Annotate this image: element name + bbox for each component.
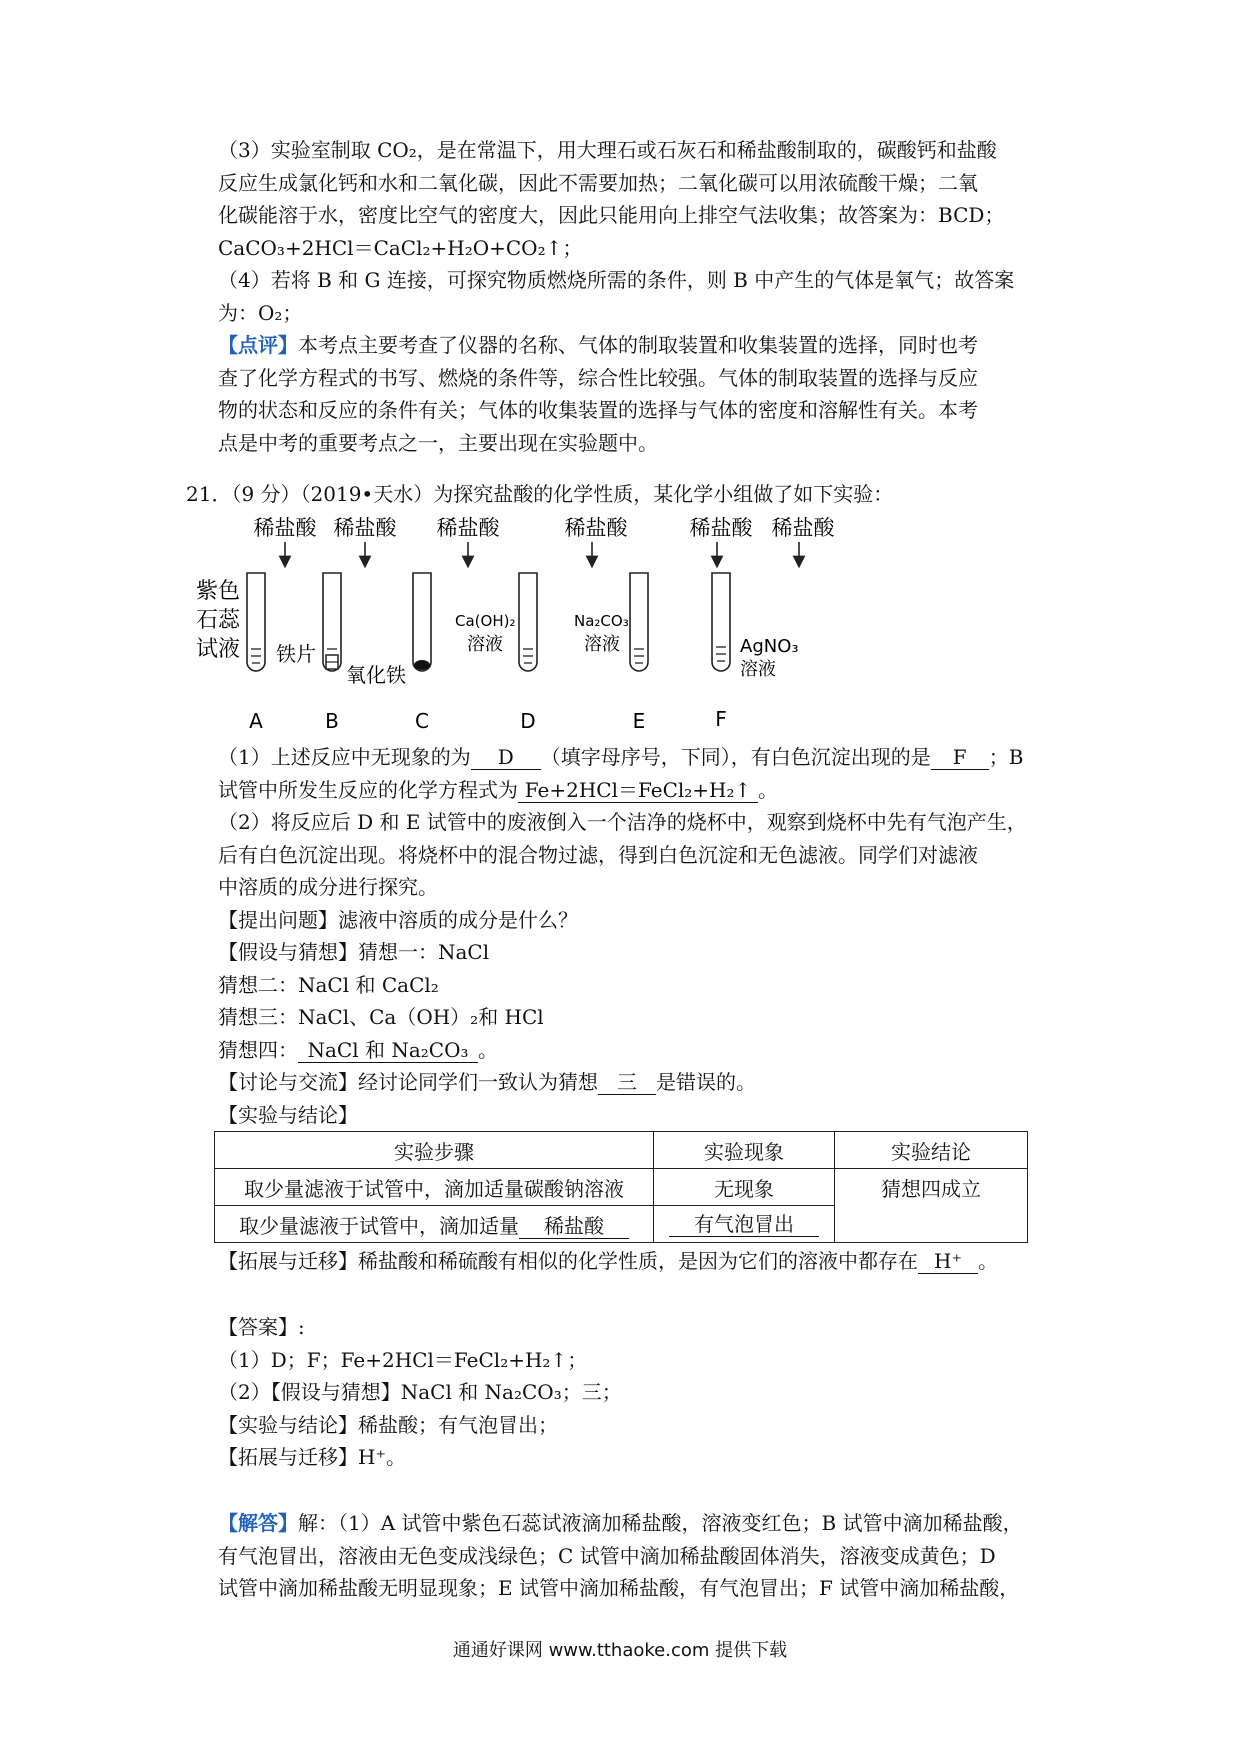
- review-text: 本考点主要考查了仪器的名称、气体的制取装置和收集装置的选择，同时也考: [298, 333, 978, 357]
- tube-label-c: 氧化铁: [346, 663, 406, 687]
- header-conclusion: 实验结论: [835, 1132, 1028, 1169]
- text-line: （2）将反应后 D 和 E 试管中的废液倒入一个洁净的烧杯中，观察到烧杯中先有气泡产生，: [218, 810, 1027, 834]
- text-line: 后有白色沉淀出现。将烧杯中的混合物过滤，得到白色沉淀和无色滤液。同学们对滤液: [218, 842, 978, 867]
- tube-letter-a: A: [249, 709, 263, 733]
- tube-letter-f: F: [715, 707, 727, 731]
- header-observation: 实验现象: [654, 1132, 835, 1169]
- part1-line1: [218, 741, 1058, 774]
- solution-explanation: [218, 1507, 1058, 1605]
- tube-letter-c: C: [415, 709, 429, 733]
- tube-letter-e: E: [632, 709, 646, 733]
- cell-step: 取少量滤液于试管中，滴加适量碳酸钠溶液: [215, 1169, 654, 1206]
- tube-label-f-2: 溶液: [740, 659, 776, 680]
- test-tube-c: [413, 573, 431, 671]
- tube-label-e-2: 溶液: [584, 634, 620, 655]
- step-text: 取少量滤液于试管中，滴加适量: [239, 1213, 519, 1238]
- experiment-table: [214, 1131, 1028, 1243]
- hypothesis-3: 猜想三：NaCl、Ca（OH）₂和 HCl: [218, 1005, 544, 1029]
- review-tag: 【点评】: [218, 333, 298, 357]
- test-tube-f: [712, 573, 730, 671]
- answer-line: （2）【假设与猜想】NaCl 和 Na₂CO₃；三；: [218, 1380, 622, 1404]
- answer-blank-4: NaCl 和 Na₂CO₃: [298, 1038, 478, 1063]
- text-line: CaCO₃+2HCl＝CaCl₂+H₂O+CO₂↑；: [218, 235, 583, 260]
- hypothesis-4-label: 猜想四：: [218, 1037, 298, 1062]
- tube-letter-d: D: [520, 709, 536, 733]
- part1-text: （1）上述反应中无现象的为: [218, 745, 471, 769]
- cell-step: [215, 1206, 654, 1243]
- discussion-text: 【讨论与交流】经讨论同学们一致认为猜想: [218, 1070, 598, 1094]
- answer-blank-2: F: [931, 745, 989, 770]
- tube-label-f-1: AgNO₃: [740, 636, 799, 657]
- iron-oxide-solid: [414, 660, 430, 670]
- answer-blank-7: 有气泡冒出: [669, 1212, 819, 1237]
- answer-title: 【答案】:: [218, 1315, 305, 1339]
- answer-blank-1: D: [471, 745, 541, 770]
- cell-observation: [654, 1206, 835, 1243]
- extension-line: [218, 1245, 1058, 1278]
- hypothesis-2: 猜想二：NaCl 和 CaCl₂: [218, 972, 439, 997]
- part1-text: 。: [758, 777, 778, 802]
- extension-end: 。: [978, 1249, 998, 1273]
- tube-label-a-3: 试液: [196, 637, 241, 662]
- answer-line: 【拓展与迁移】H⁺。: [218, 1445, 406, 1469]
- tube-label-a-1: 紫色: [196, 579, 241, 604]
- experiment-title: 【实验与结论】: [218, 1102, 358, 1127]
- part1-text: 试管中所发生反应的化学方程式为: [218, 777, 518, 802]
- part1-text: ；B: [988, 745, 1024, 769]
- text-line: 化碳能溶于水，密度比空气的密度大，因此只能用向上排空气法收集；故答案为：BCD；: [218, 203, 1005, 227]
- tube-label-d-2: 溶液: [467, 634, 503, 655]
- hypothesis-1: 【假设与猜想】猜想一：NaCl: [218, 940, 490, 964]
- header-step: 实验步骤: [215, 1132, 654, 1169]
- answer-blank-3: Fe+2HCl＝FeCl₂+H₂↑: [518, 778, 758, 803]
- reagent-label-c: 稀盐酸: [436, 516, 500, 540]
- reagent-label-b: 稀盐酸: [333, 516, 397, 540]
- text-line: 查了化学方程式的书写、燃烧的条件等，综合性比较强。气体的制取装置的选择与反应: [218, 365, 978, 390]
- answer-line: （1）D；F；Fe+2HCl＝FeCl₂+H₂↑；: [218, 1347, 588, 1372]
- discussion-text: 是错误的。: [656, 1070, 756, 1094]
- hypothesis-4-end: 。: [478, 1037, 498, 1062]
- text-line: 有气泡冒出，溶液由无色变成浅绿色；C 试管中滴加稀盐酸固体消失，溶液变成黄色；D: [218, 1543, 996, 1568]
- cell-observation: 无现象: [654, 1169, 835, 1206]
- answer-block: [218, 1311, 1058, 1474]
- text-line: 点是中考的重要考点之一，主要出现在实验题中。: [218, 430, 658, 455]
- text-line: 反应生成氯化钙和水和二氧化碳，因此不需要加热；二氧化碳可以用浓硫酸干燥；二氧: [218, 170, 978, 195]
- answer-blank-5: 三: [598, 1070, 656, 1095]
- extension-text: 【拓展与迁移】稀盐酸和稀硫酸有相似的化学性质，是因为它们的溶液中都存在: [218, 1249, 918, 1273]
- text-line: 中溶质的成分进行探究。: [218, 875, 438, 899]
- reagent-label-a: 稀盐酸: [253, 516, 317, 540]
- explanation-line: [218, 1507, 1058, 1540]
- tube-label-d-1: Ca(OH)₂: [455, 612, 516, 630]
- extension-text-line: [218, 1245, 1058, 1278]
- text-line: 物的状态和反应的条件有关；气体的收集装置的选择与气体的密度和溶解性有关。本考: [218, 398, 978, 422]
- text-line: （4）若将 B 和 G 连接，可探究物质燃烧所需的条件，则 B 中产生的气体是氧气；故答案: [218, 268, 1015, 292]
- test-tube-diagram: [196, 515, 930, 740]
- text-line: 为：O₂；: [218, 300, 303, 325]
- part1-line2: [218, 774, 1058, 807]
- answer-blank-6: 稀盐酸: [519, 1214, 629, 1239]
- answer-blank-8: H⁺: [918, 1249, 978, 1274]
- tube-letter-b: B: [325, 709, 339, 733]
- explanation-tag: 【解答】: [218, 1511, 298, 1535]
- explanation-text: 解：（1）A 试管中紫色石蕊试液滴加稀盐酸，溶液变红色；B 试管中滴加稀盐酸，: [298, 1511, 1023, 1535]
- question-21-body: [218, 741, 1058, 1131]
- page-footer: 通通好课网 www.tthaoke.com 提供下载: [452, 1640, 788, 1661]
- text-line: （3）实验室制取 CO₂，是在常温下，用大理石或石灰石和稀盐酸制取的，碳酸钙和盐酸: [218, 138, 997, 162]
- table-header-row: [215, 1132, 1028, 1169]
- table-row: [215, 1169, 1028, 1206]
- solution-q20: [218, 134, 1058, 459]
- question-line: 【提出问题】滤液中溶质的成分是什么？: [218, 907, 578, 932]
- discussion-line: [218, 1066, 1058, 1099]
- tube-label-e-1: Na₂CO₃: [574, 612, 629, 630]
- reagent-label-e: 稀盐酸: [689, 516, 753, 540]
- review-line: [218, 329, 1058, 362]
- text-line: 试管中滴加稀盐酸无明显现象；E 试管中滴加稀盐酸，有气泡冒出；F 试管中滴加稀盐酸，: [218, 1576, 1020, 1600]
- part1-text: （填字母序号，下同），有白色沉淀出现的是: [540, 745, 931, 769]
- reagent-label-d: 稀盐酸: [564, 516, 628, 540]
- question-21-title: 21．（9 分）（2019•天水）为探究盐酸的化学性质，某化学小组做了如下实验：: [186, 482, 894, 506]
- tube-label-a-2: 石蕊: [196, 608, 241, 633]
- tube-label-b: 铁片: [276, 642, 316, 666]
- answer-line: 【实验与结论】稀盐酸；有气泡冒出；: [218, 1412, 558, 1437]
- cell-conclusion: 猜想四成立: [835, 1169, 1028, 1243]
- hypothesis-4: [218, 1034, 1058, 1067]
- reagent-label-f: 稀盐酸: [771, 516, 835, 540]
